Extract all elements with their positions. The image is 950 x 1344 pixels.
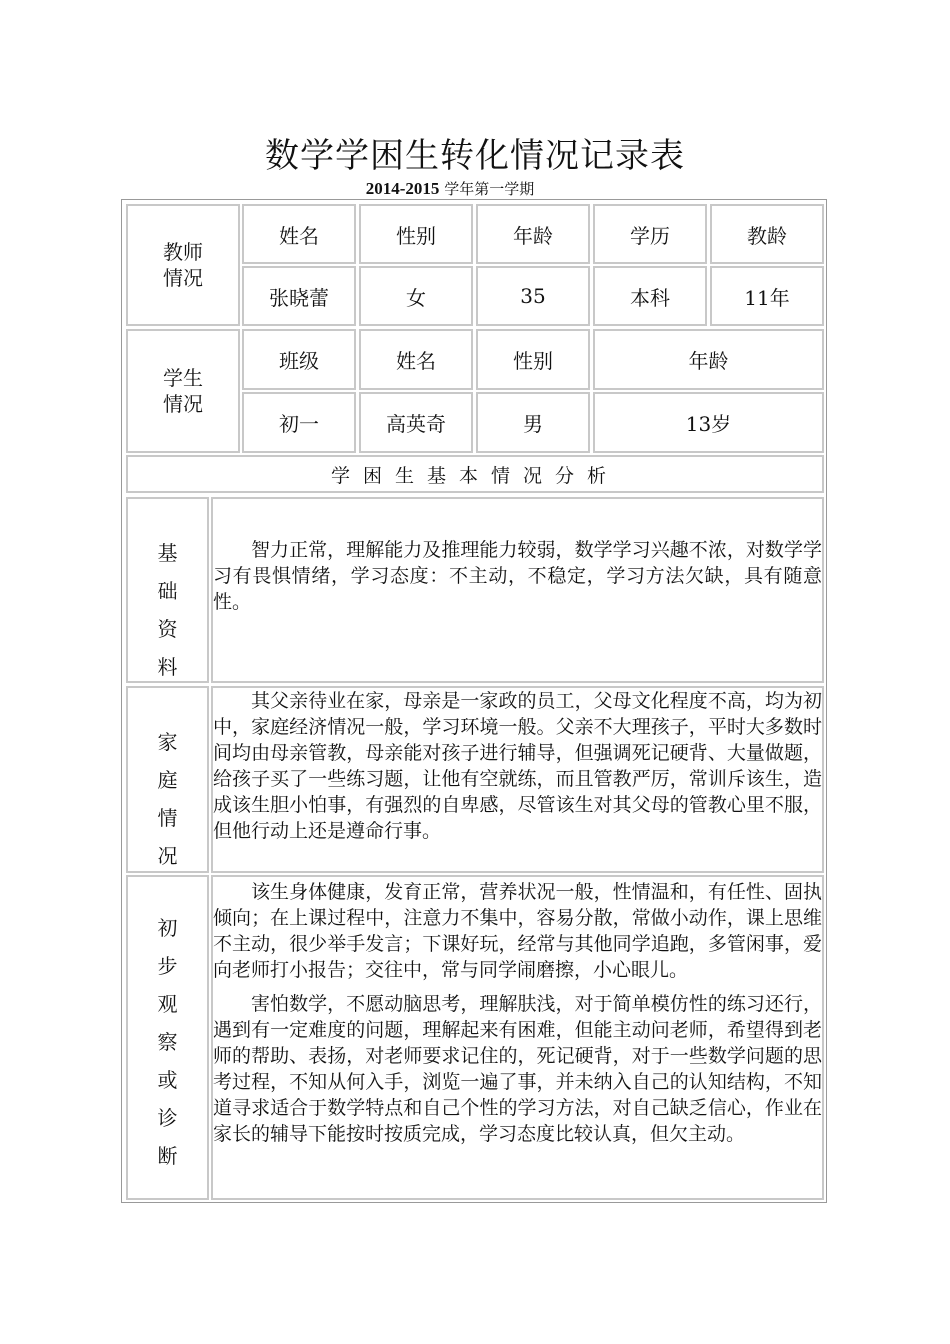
diagnosis-content <box>211 875 824 1200</box>
page-title: 数学学困生转化情况记录表 <box>265 136 685 176</box>
student-header-gender: 性别 <box>476 329 590 390</box>
teacher-value-gender: 女 <box>359 266 473 326</box>
diagnosis-label-char: 步 <box>157 954 178 978</box>
teacher-value-education: 本科 <box>593 266 707 326</box>
basic-info-content <box>211 497 824 683</box>
teacher-value-name: 张晓蕾 <box>242 266 356 326</box>
basic-info-label <box>126 497 209 683</box>
diagnosis-paragraph-1: 该生身体健康，发育正常，营养状况一般，性情温和，有任性、固执倾向；在上课过程中，注意力不集中，容易分散，常做小动作，课上思维不主动，很少举手发言；下课好玩，经常与其他同学追跑，多管闲事，爱向老师打小报告；交往中，常与同学闹磨擦，小心眼儿。 <box>213 881 822 981</box>
analysis-header: 学困生基本情况分析 <box>126 455 824 493</box>
basic-label-char: 料 <box>157 655 178 679</box>
student-label-line1: 学生 <box>163 366 203 390</box>
term-label: 学年第一学期 <box>444 180 535 198</box>
family-label-char: 家 <box>157 730 178 754</box>
teacher-header-years: 教龄 <box>710 204 824 264</box>
diagnosis-label <box>126 875 209 1200</box>
teacher-header-gender: 性别 <box>359 204 473 264</box>
student-value-name: 高英奇 <box>359 392 473 453</box>
teacher-header-age: 年龄 <box>476 204 590 264</box>
basic-label-char: 础 <box>157 579 178 603</box>
teacher-header-education: 学历 <box>593 204 707 264</box>
teacher-label-line2: 情况 <box>163 266 203 290</box>
student-value-class: 初一 <box>242 392 356 453</box>
page-subtitle <box>0 178 900 199</box>
diagnosis-label-char: 观 <box>157 992 178 1016</box>
family-label-char: 庭 <box>157 768 178 792</box>
student-value-age: 13岁 <box>593 392 824 453</box>
diagnosis-label-char: 察 <box>157 1030 178 1054</box>
student-value-gender: 男 <box>476 392 590 453</box>
diagnosis-label-char: 或 <box>157 1068 178 1092</box>
teacher-value-age: 35 <box>476 266 590 326</box>
teacher-label-line1: 教师 <box>163 240 203 264</box>
basic-info-paragraph: 智力正常，理解能力及推理能力较弱，数学学习兴趣不浓，对数学学习有畏惧情绪，学习态度：不主动，不稳定，学习方法欠缺，具有随意性。 <box>213 539 822 613</box>
diagnosis-label-char: 断 <box>157 1144 178 1168</box>
student-section-label <box>126 329 240 453</box>
family-label <box>126 686 209 873</box>
teacher-value-years: 11年 <box>710 266 824 326</box>
student-label-line2: 情况 <box>163 392 203 416</box>
student-header-age: 年龄 <box>593 329 824 390</box>
family-paragraph: 其父亲待业在家，母亲是一家政的员工，父母文化程度不高，均为初中，家庭经济情况一般，学习环境一般。父亲不大理孩子，平时大多数时间均由母亲管教，母亲能对孩子进行辅导，但强调死记硬背、大量做题，给孩子买了一些练习题，让他有空就练，而且管教严厉，常训斥该生，造成该生胆小怕事，有强烈的自卑感，尽管该生对其父母的管教心里不服，但他行动上还是遵命行事。 <box>213 690 822 842</box>
school-year: 2014-2015 <box>365 179 440 198</box>
basic-label-char: 资 <box>157 617 178 641</box>
student-header-class: 班级 <box>242 329 356 390</box>
teacher-header-name: 姓名 <box>242 204 356 264</box>
family-label-char: 况 <box>157 844 178 868</box>
student-header-name: 姓名 <box>359 329 473 390</box>
basic-label-char: 基 <box>157 541 178 565</box>
family-label-char: 情 <box>157 806 178 830</box>
diagnosis-paragraph-2: 害怕数学，不愿动脑思考，理解肤浅，对于简单模仿性的练习还行，遇到有一定难度的问题，理解起来有困难，但能主动问老师，希望得到老师的帮助、表扬，对老师要求记住的，死记硬背，对于一些数学问题的思考过程，不知从何入手，浏览一遍了事，并未纳入自己的认知结构，不知道寻求适合于数学特点和自己个性的学习方法，对自己缺乏信心，作业在家长的辅导下能按时按质完成，学习态度比较认真，但欠主动。 <box>213 993 822 1145</box>
diagnosis-label-char: 初 <box>157 916 178 940</box>
diagnosis-label-char: 诊 <box>157 1106 178 1130</box>
family-content <box>211 686 824 873</box>
teacher-section-label <box>126 204 240 326</box>
